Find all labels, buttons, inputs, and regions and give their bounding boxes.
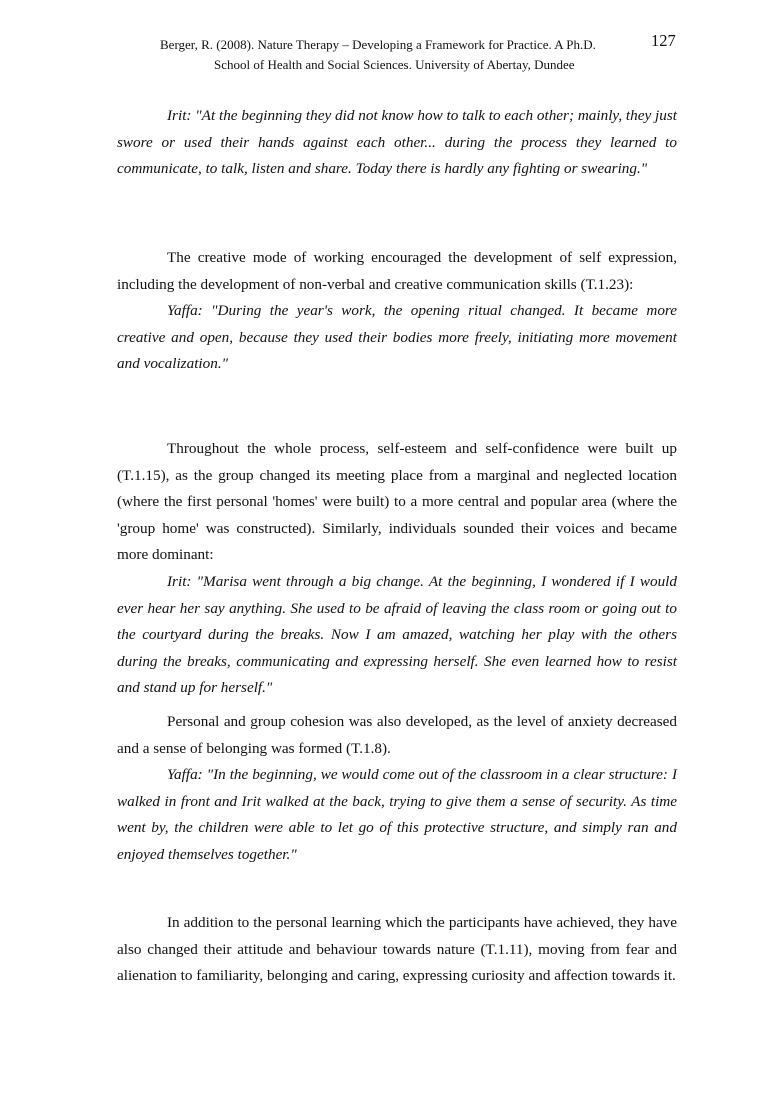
quote-paragraph: Yaffa: "During the year's work, the opening ritual changed. It became more creative and open, because they used their bodies more freely, initiating more movement and vocalization." <box>117 302 677 373</box>
header-citation: Berger, R. (2008). Nature Therapy – Developing a Framework for Practice. A Ph.D. <box>160 37 596 52</box>
body-paragraph: Throughout the whole process, self-esteem and self-confidence were built up (T.1.15), as the group changed its meeting place from a marginal and neglected location (where the first personal 'homes' were built) to a more central and popular area (where the 'group home' was constructed). Similarly, individuals sounded their voices and became more dominant: <box>117 440 677 564</box>
body-paragraph: Personal and group cohesion was also developed, as the level of anxiety decreased and a sense of belonging was formed (T.1.8). <box>117 713 677 757</box>
page-number: 127 <box>651 31 676 50</box>
quote-paragraph: Yaffa: "In the beginning, we would come out of the classroom in a clear structure: I walked in front and Irit walked at the back, trying to give them a sense of security. As time went by, the children were able to let go of this protective structure, and simply ran and enjoyed themselves together." <box>117 766 677 863</box>
header-institution: School of Health and Social Sciences. University of Abertay, Dundee <box>214 57 575 72</box>
body-paragraph: In addition to the personal learning which the participants have achieved, they have also changed their attitude and behaviour towards nature (T.1.11), moving from fear and alienation to familiarity, belonging and caring, expressing curiosity and affection towards it. <box>117 914 677 985</box>
quote-block-irit-communication <box>117 103 677 183</box>
section-group-cohesion <box>117 709 677 869</box>
body-paragraph: The creative mode of working encouraged the development of self expression, including the development of non-verbal and creative communication skills (T.1.23): <box>117 249 677 293</box>
section-creative-expression <box>117 245 677 378</box>
section-self-esteem <box>117 436 677 702</box>
quote-paragraph: Irit: "Marisa went through a big change. At the beginning, I wondered if I would ever hear her say anything. She used to be afraid of leaving the class room or going out to the courtyard during the breaks. Now I am amazed, watching her play with the others during the breaks, communicating and expressing herself. She even learned how to resist and stand up for herself." <box>117 572 677 697</box>
quote-paragraph: Irit: "At the beginning they did not know how to talk to each other; mainly, they just swore or used their hands against each other... during the process they learned to communicate, to talk, listen and share. Today there is hardly any fighting or swearing." <box>117 107 677 178</box>
section-attitude-nature <box>117 910 677 990</box>
